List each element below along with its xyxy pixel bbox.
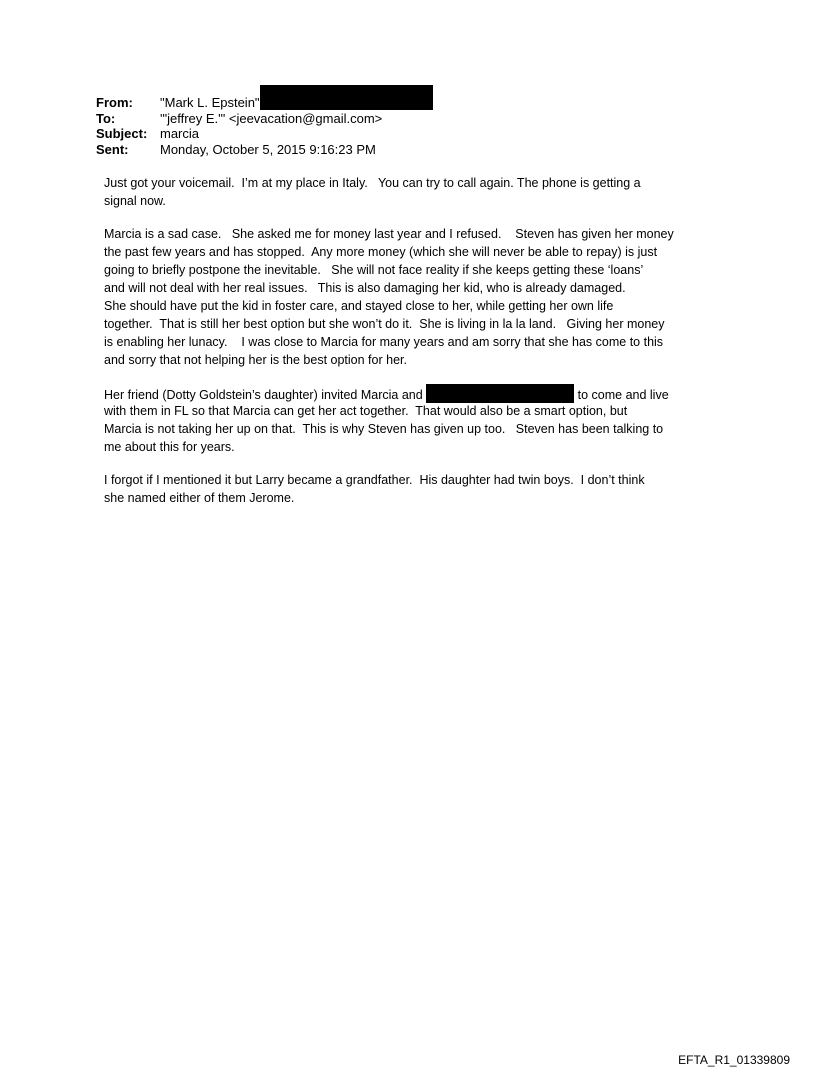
paragraph-3 [104,384,724,456]
body-line: with them in FL so that Marcia can get her act together. That would also be a smart option, but [104,404,628,418]
document-id: EFTA_R1_01339809 [678,1053,790,1067]
body-text-after-redaction: to come and live [574,388,669,402]
body-line: me about this for years. [104,440,235,454]
email-header [96,95,433,157]
subject-row [96,126,433,142]
paragraph-4 [104,471,724,507]
body-line: and sorry that not helping her is the best option for her. [104,353,407,367]
body-line: the past few years and has stopped. Any more money (which she will never be able to repay) is just [104,245,658,259]
body-line: together. That is still her best option but she won’t do it. She is living in la la land. Giving her money [104,317,665,331]
email-body [104,174,724,522]
from-redaction [260,85,433,110]
sent-value: Monday, October 5, 2015 9:16:23 PM [160,141,376,157]
paragraph-1 [104,174,724,210]
body-line: She should have put the kid in foster care, and stayed close to her, while getting her own life [104,299,614,313]
name-redaction [426,384,574,403]
from-label: From: [96,95,133,110]
body-line: is enabling her lunacy. I was close to Marcia for many years and am sorry that she has come to this [104,335,664,349]
body-line: Marcia is not taking her up on that. This is why Steven has given up too. Steven has been talking to [104,422,664,436]
from-value: "Mark L. Epstein" [160,95,260,110]
to-label: To: [96,110,116,126]
body-line: going to briefly postpone the inevitable. She will not face reality if she keeps getting these ‘loans’ [104,263,644,277]
to-value: '"jeffrey E.'" <jeevacation@gmail.com> [160,110,383,126]
body-line: signal now. [104,194,166,208]
to-row [96,111,433,127]
from-value-wrap [160,95,433,111]
body-line: Marcia is a sad case. She asked me for money last year and I refused. Steven has given her money [104,227,674,241]
subject-label: Subject: [96,126,148,141]
from-row [96,95,433,111]
body-text-before-redaction: Her friend (Dotty Goldstein’s daughter) invited Marcia and [104,388,427,402]
body-line: and will not deal with her real issues. This is also damaging her kid, who is already damaged. [104,281,626,295]
body-line: I forgot if I mentioned it but Larry became a grandfather. His daughter had twin boys. I don’t think [104,473,645,487]
body-line: she named either of them Jerome. [104,491,295,505]
subject-value: marcia [160,126,200,141]
sent-label: Sent: [96,141,129,157]
sent-row [96,142,433,158]
paragraph-2 [104,225,724,369]
body-line-redacted [104,384,724,402]
body-line: Just got your voicemail. I’m at my place in Italy. You can try to call again. The phone is getting a [104,176,641,190]
